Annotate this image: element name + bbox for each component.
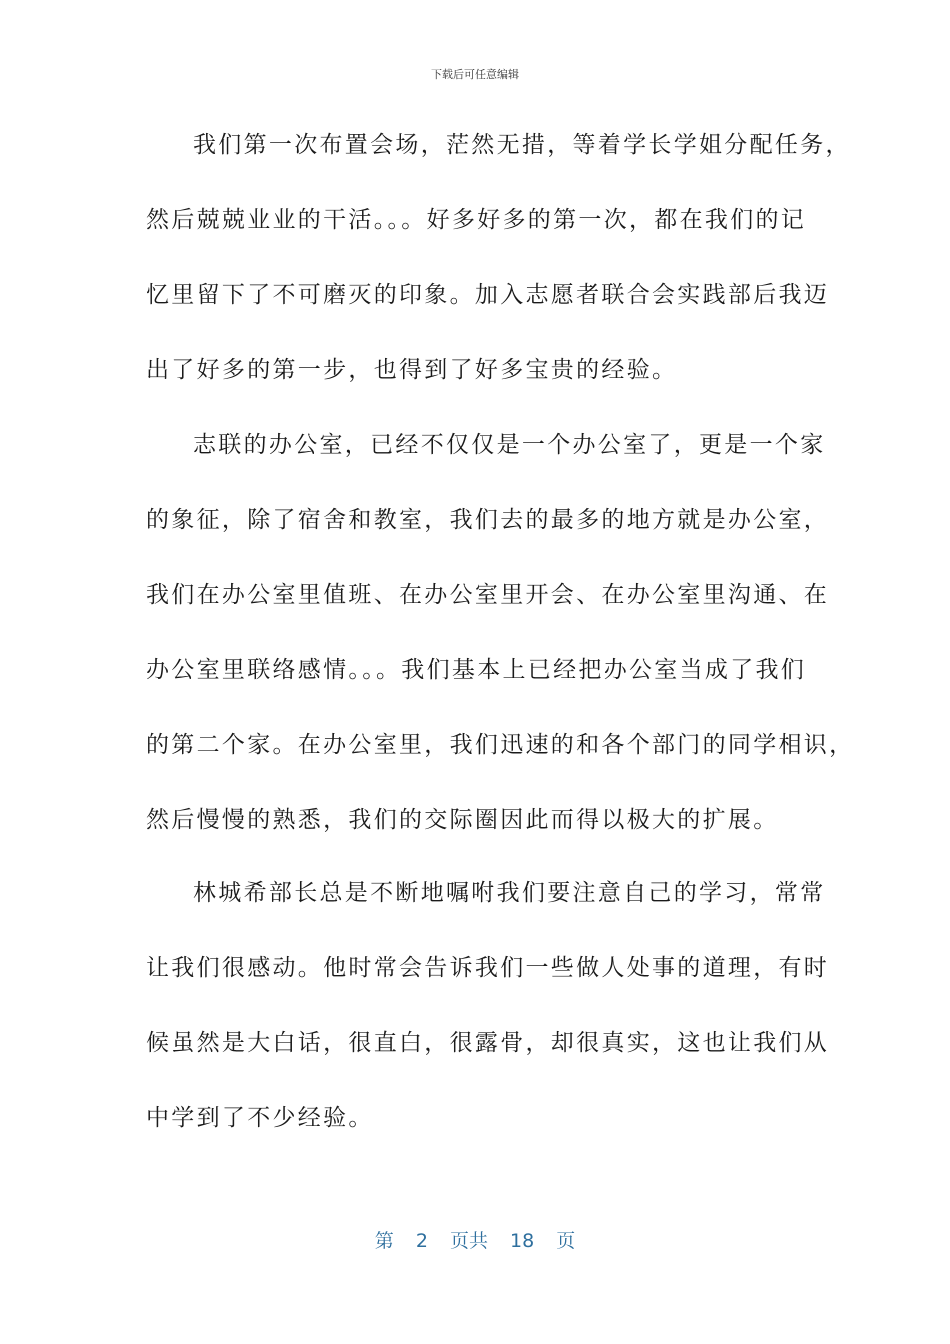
paragraph-2-line-5: 的第二个家。在办公室里，我们迅速的和各个部门的同学相识， [146, 732, 855, 758]
paragraph-2-line-3: 我们在办公室里值班、在办公室里开会、在办公室里沟通、在 [146, 582, 830, 608]
paragraph-2-line-4: 办公室里联络感情。。。我们基本上已经把办公室当成了我们 [146, 657, 807, 683]
paragraph-1-line-3: 忆里留下了不可磨灭的印象。加入志愿者联合会实践部后我迈 [146, 282, 830, 308]
paragraph-1-line-2: 然后兢兢业业的干活。。。好多好多的第一次，都在我们的记 [146, 207, 807, 233]
page-header: 下载后可任意编辑 [431, 68, 519, 81]
paragraph-3-line-1: 林城希部长总是不断地嘱咐我们要注意自己的学习，常常 [193, 880, 826, 906]
paragraph-2-line-2: 的象征，除了宿舍和教室，我们去的最多的地方就是办公室， [146, 507, 830, 533]
paragraph-3-line-2: 让我们很感动。他时常会告诉我们一些做人处事的道理，有时 [146, 955, 830, 981]
paragraph-1-line-1: 我们第一次布置会场，茫然无措，等着学长学姐分配任务， [193, 132, 851, 158]
paragraph-2-line-1: 志联的办公室，已经不仅仅是一个办公室了，更是一个家 [193, 432, 826, 458]
page-number-footer: 第 2 页共 18 页 [374, 1230, 576, 1252]
paragraph-1-line-4: 出了好多的第一步，也得到了好多宝贵的经验。 [146, 357, 678, 383]
paragraph-3-line-4: 中学到了不少经验。 [146, 1105, 374, 1131]
paragraph-2-line-6: 然后慢慢的熟悉，我们的交际圈因此而得以极大的扩展。 [146, 807, 779, 833]
paragraph-3-line-3: 候虽然是大白话，很直白，很露骨，却很真实，这也让我们从 [146, 1030, 830, 1056]
